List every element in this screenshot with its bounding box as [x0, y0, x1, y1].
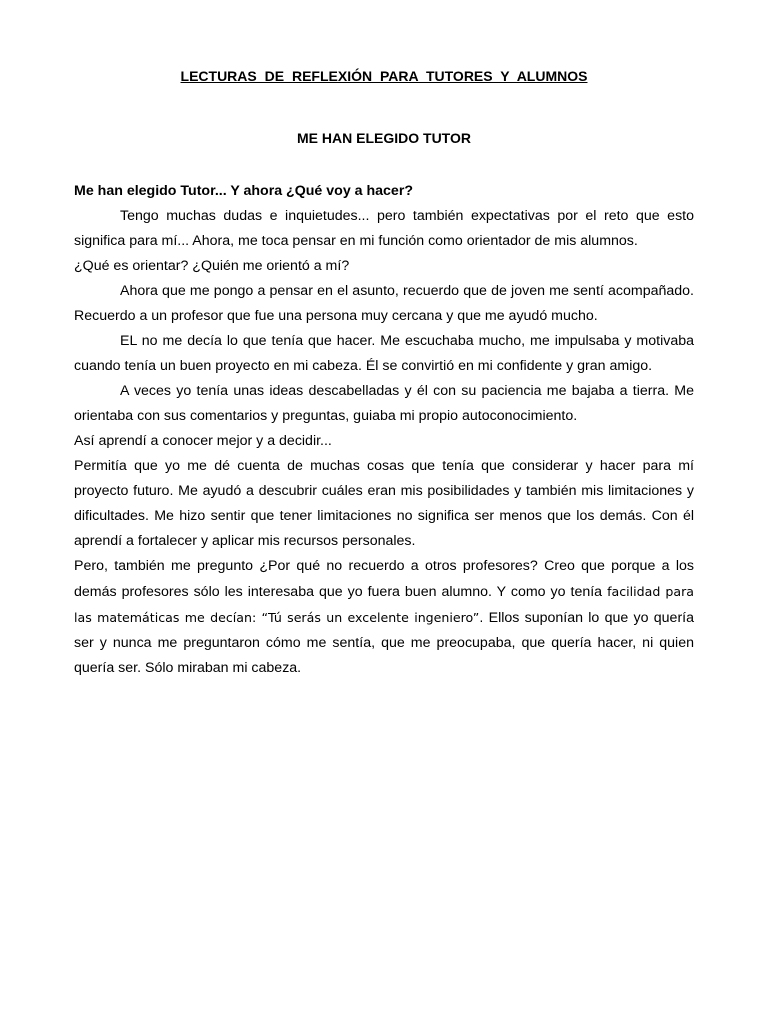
paragraph [74, 554, 694, 681]
opening-question: Me han elegido Tutor... Y ahora ¿Qué voy a hacer? [74, 183, 414, 199]
document-title: ME HAN ELEGIDO TUTOR [297, 130, 471, 146]
quoted-phrase: facilidad para las matemáticas me decían: “Tú serás un excelente ingeniero”. [74, 584, 695, 625]
paragraph: Así aprendí a conocer mejor y a decidir... [74, 433, 332, 449]
paragraph: A veces yo tenía unas ideas descabelladas y él con su paciencia me bajaba a tierra. Me orientaba con sus comentarios y preguntas, guiaba mi propio autoconocimiento. [74, 383, 694, 424]
document-body [74, 179, 694, 681]
paragraph: ¿Qué es orientar? ¿Quién me orientó a mí? [74, 258, 350, 274]
paragraph: Tengo muchas dudas e inquietudes... pero también expectativas por el reto que esto significa para mí... Ahora, me toca pensar en mi función como orientador de mis alumnos. [74, 208, 694, 249]
series-header-title: LECTURAS DE REFLEXIÓN PARA TUTORES Y ALUMNOS [180, 68, 588, 84]
paragraph: EL no me decía lo que tenía que hacer. Me escuchaba mucho, me impulsaba y motivaba cuando tenía un buen proyecto en mi cabeza. Él se convirtió en mi confidente y gran amigo. [74, 333, 694, 374]
paragraph-part: Pero, también me pregunto ¿Por qué no recuerdo a otros profesores? Creo que porque a los demás profesores sólo les interesaba que yo fuera buen alumno. Y como yo tenía [74, 558, 694, 600]
paragraph: Ahora que me pongo a pensar en el asunto, recuerdo que de joven me sentí acompañado. Recuerdo a un profesor que fue una persona muy cercana y que me ayudó mucho. [74, 283, 694, 324]
paragraph-part: Ellos suponían lo que yo quería ser y nunca me preguntaron cómo me sentía, que me preocupaba, que quería hacer, ni quien quería ser. Sólo miraban mi cabeza. [74, 610, 695, 676]
paragraph: Permitía que yo me dé cuenta de muchas cosas que tenía que considerar y hacer para mí proyecto futuro. Me ayudó a descubrir cuáles eran mis posibilidades y también mis limitaciones y dificultades. Me hizo sentir que tener limitaciones no significa ser menos que los demás. Con él aprendí a fortalecer y aplicar mis recursos personales. [74, 458, 694, 549]
